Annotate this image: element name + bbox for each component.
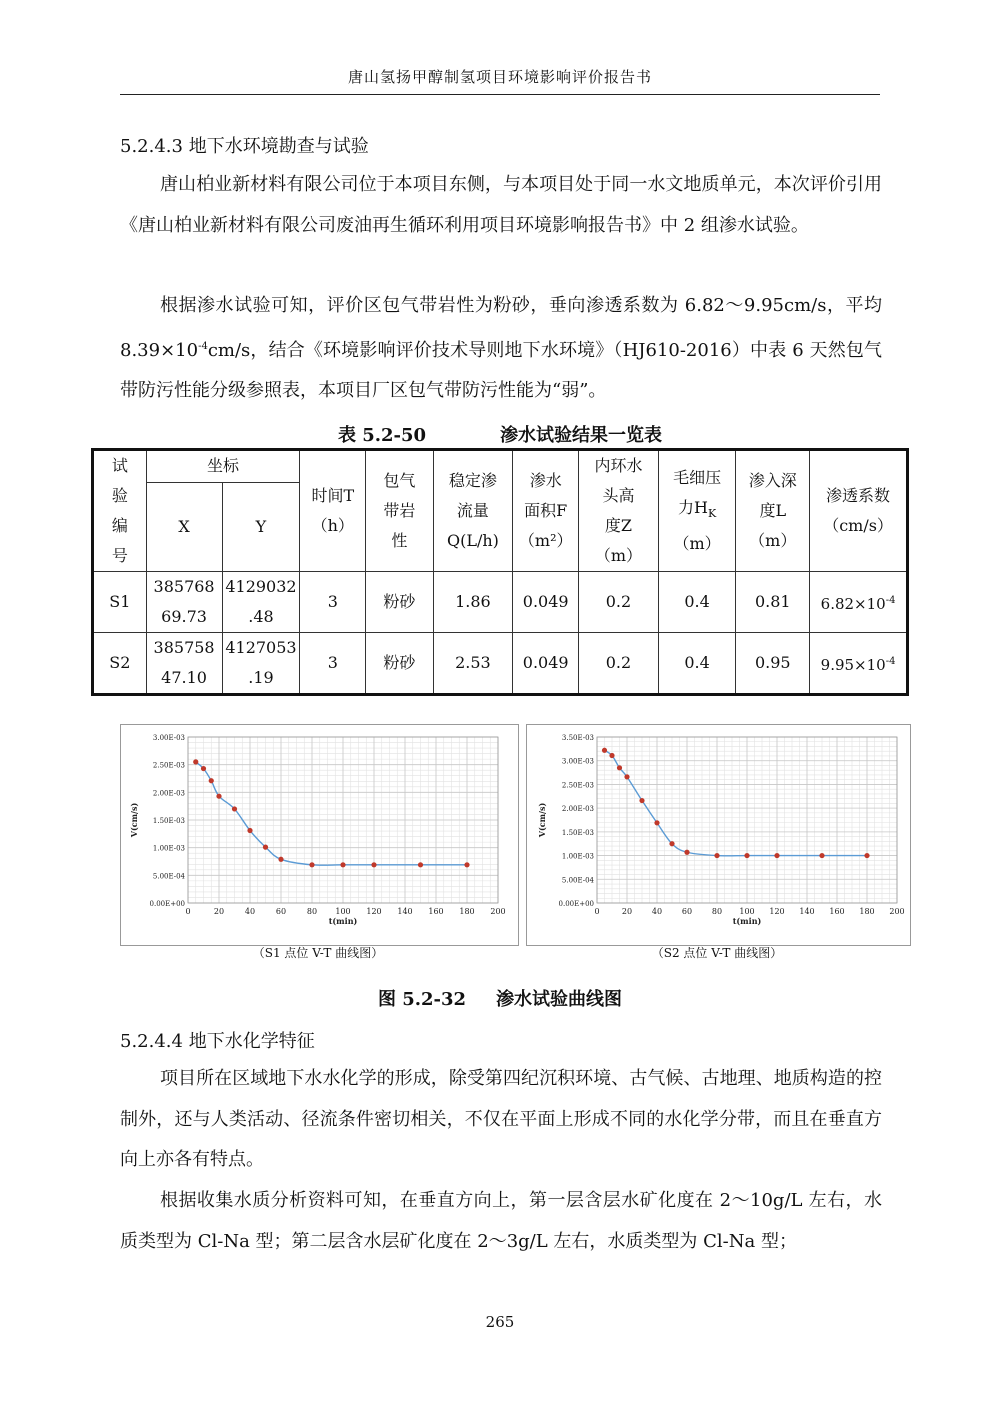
table-title: 渗水试验结果一览表 xyxy=(500,425,663,446)
y-tick-label: 1.00E-03 xyxy=(561,852,594,861)
page-header: 唐山氢扬甲醇制氢项目环境影响评价报告书 xyxy=(347,68,652,86)
data-point-6 xyxy=(669,841,674,846)
data-point-8 xyxy=(309,862,314,867)
x-axis-label: t(min) xyxy=(328,916,358,926)
page-number: 265 xyxy=(485,1313,515,1331)
figure-caption xyxy=(0,985,1000,1011)
series-line xyxy=(196,762,467,865)
x-axis-label: t(min) xyxy=(732,916,762,926)
x-tick-label: 140 xyxy=(799,907,815,916)
header-rule xyxy=(120,94,880,95)
header-soil: 包气 带岩 性 xyxy=(366,450,433,572)
data-point-3 xyxy=(624,774,629,779)
y-tick-label: 3.00E-03 xyxy=(561,757,594,766)
table-caption xyxy=(0,421,1000,447)
x-tick-label: 120 xyxy=(769,907,785,916)
y-tick-label: 2.00E-03 xyxy=(561,805,594,814)
data-point-9 xyxy=(340,862,345,867)
x-tick-label: 100 xyxy=(739,907,755,916)
y-tick-label: 2.50E-03 xyxy=(152,761,185,770)
header-y: Y xyxy=(222,482,300,571)
figure-number: 图 5.2-32 xyxy=(377,989,467,1010)
header-flow: 稳定渗 流量 Q(L/h) xyxy=(433,450,513,572)
header-depth: 渗入深 度L （m） xyxy=(736,450,810,572)
y-tick-label: 2.00E-03 xyxy=(152,789,185,798)
paragraph-2-sup: -4 xyxy=(198,340,208,352)
table-row: S1 385768 69.73 4129032 .48 3 粉砂 1.86 0.049 0.2 0.4 0.81 $6.82\times 10^{-4}$ xyxy=(93,572,908,633)
chart-s1-caption: （S1 点位 V-T 曲线图） xyxy=(252,946,384,960)
header-time: 时间T （h） xyxy=(300,450,366,572)
section-heading-5-2-4-4: 5.2.4.4 地下水化学特征 xyxy=(120,1031,315,1052)
infiltration-results-table xyxy=(91,448,909,696)
x-tick-label: 200 xyxy=(889,907,905,916)
y-tick-label: 3.00E-03 xyxy=(152,734,185,742)
series-line xyxy=(605,750,868,856)
chart-s2-frame xyxy=(526,724,911,946)
figure-title: 渗水试验曲线图 xyxy=(496,989,623,1010)
chart-s2-caption: （S2 点位 V-T 曲线图） xyxy=(651,946,783,960)
data-point-7 xyxy=(684,850,689,855)
data-point-4 xyxy=(639,798,644,803)
x-tick-label: 60 xyxy=(275,907,287,916)
x-tick-label: 0 xyxy=(594,907,600,916)
x-tick-label: 140 xyxy=(397,907,413,916)
data-point-0 xyxy=(193,759,198,764)
data-point-12 xyxy=(864,853,869,858)
x-tick-label: 0 xyxy=(185,907,191,916)
x-tick-label: 40 xyxy=(244,907,256,916)
x-tick-label: 20 xyxy=(621,907,633,916)
header-id: 试 验 编 号 xyxy=(93,450,147,572)
x-tick-label: 20 xyxy=(213,907,225,916)
header-coord: 坐标 xyxy=(146,450,300,483)
data-point-2 xyxy=(617,765,622,770)
data-point-11 xyxy=(418,862,423,867)
y-tick-label: 5.00E-04 xyxy=(152,872,185,881)
y-tick-label: 0.00E+00 xyxy=(149,900,185,908)
y-tick-label: 5.00E-04 xyxy=(561,876,594,885)
table-number: 表 5.2-50 xyxy=(337,425,427,446)
paragraph-2-post: cm/s，结合《环境影响评价技术导则地下水环境》（HJ610-2016）中表 6 天然包气带防污性能分级参照表，本项目厂区包气带防污性能为“弱”。 xyxy=(120,339,882,401)
y-tick-label: 2.50E-03 xyxy=(561,781,594,790)
x-tick-label: 100 xyxy=(335,907,351,916)
data-point-5 xyxy=(654,820,659,825)
chart-s1-frame xyxy=(120,724,519,946)
data-point-1 xyxy=(609,753,614,758)
paragraph-2 xyxy=(120,286,882,412)
x-tick-label: 160 xyxy=(829,907,845,916)
x-tick-label: 40 xyxy=(651,907,663,916)
x-tick-label: 180 xyxy=(459,907,475,916)
header-capillary: 毛细压 力$H_K$ （m） xyxy=(658,450,736,572)
data-point-0 xyxy=(602,748,607,753)
x-tick-label: 80 xyxy=(711,907,723,916)
chart-s1 xyxy=(121,725,518,945)
section-heading-5-2-4-3: 5.2.4.3 地下水环境勘查与试验 xyxy=(120,136,369,157)
x-tick-label: 200 xyxy=(490,907,506,916)
data-point-3 xyxy=(216,794,221,799)
header-head: 内环水 头高 度Z （m） xyxy=(579,450,659,572)
x-tick-label: 80 xyxy=(306,907,318,916)
header-area: 渗水 面积F （m²） xyxy=(513,450,579,572)
table-row: S2 385758 47.10 4127053 .19 3 粉砂 2.53 0.049 0.2 0.4 0.95 $9.95\times 10^{-4}$ xyxy=(93,633,908,695)
y-axis-label: V(cm/s) xyxy=(129,802,139,838)
y-tick-label: 1.00E-03 xyxy=(152,844,185,853)
data-point-9 xyxy=(744,853,749,858)
data-point-6 xyxy=(263,845,268,850)
data-point-8 xyxy=(714,853,719,858)
x-tick-label: 120 xyxy=(366,907,382,916)
data-point-2 xyxy=(209,778,214,783)
data-point-1 xyxy=(201,766,206,771)
data-point-10 xyxy=(774,853,779,858)
x-tick-label: 160 xyxy=(428,907,444,916)
y-tick-label: 3.50E-03 xyxy=(561,734,594,742)
data-point-4 xyxy=(232,806,237,811)
x-tick-label: 60 xyxy=(681,907,693,916)
y-tick-label: 1.50E-03 xyxy=(561,828,594,837)
x-tick-label: 180 xyxy=(859,907,875,916)
paragraph-2-pre: 根据渗水试验可知，评价区包气带岩性为粉砂，垂向渗透系数为 6.82～9.95cm/s，平均 8.39×10 xyxy=(120,295,882,361)
chart-s2 xyxy=(527,725,910,945)
data-point-7 xyxy=(278,857,283,862)
data-point-11 xyxy=(819,853,824,858)
data-point-10 xyxy=(371,862,376,867)
data-point-5 xyxy=(247,828,252,833)
data-point-12 xyxy=(464,862,469,867)
y-tick-label: 1.50E-03 xyxy=(152,817,185,825)
y-axis-label: V(cm/s) xyxy=(537,802,547,838)
y-tick-label: 0.00E+00 xyxy=(558,900,594,908)
paragraph-3: 项目所在区域地下水水化学的形成，除受第四纪沉积环境、古气候、古地理、地质构造的控制外，还与人类活动、径流条件密切相关，不仅在平面上形成不同的水化学分带，而且在垂直方向上亦各有特点。 xyxy=(120,1068,882,1170)
paragraph-4: 根据收集水质分析资料可知，在垂直方向上，第一层含层水矿化度在 2～10g/L 左右，水质类型为 Cl-Na 型；第二层含水层矿化度在 2～3g/L 左右，水质类型为 Cl-Na 型； xyxy=(120,1190,882,1252)
header-coef: 渗透系数 （cm/s） xyxy=(810,450,908,572)
header-x: X xyxy=(146,482,222,571)
paragraph-1: 唐山柏业新材料有限公司位于本项目东侧，与本项目处于同一水文地质单元，本次评价引用《唐山柏业新材料有限公司废油再生循环利用项目环境影响报告书》中 2 组渗水试验。 xyxy=(120,174,882,236)
